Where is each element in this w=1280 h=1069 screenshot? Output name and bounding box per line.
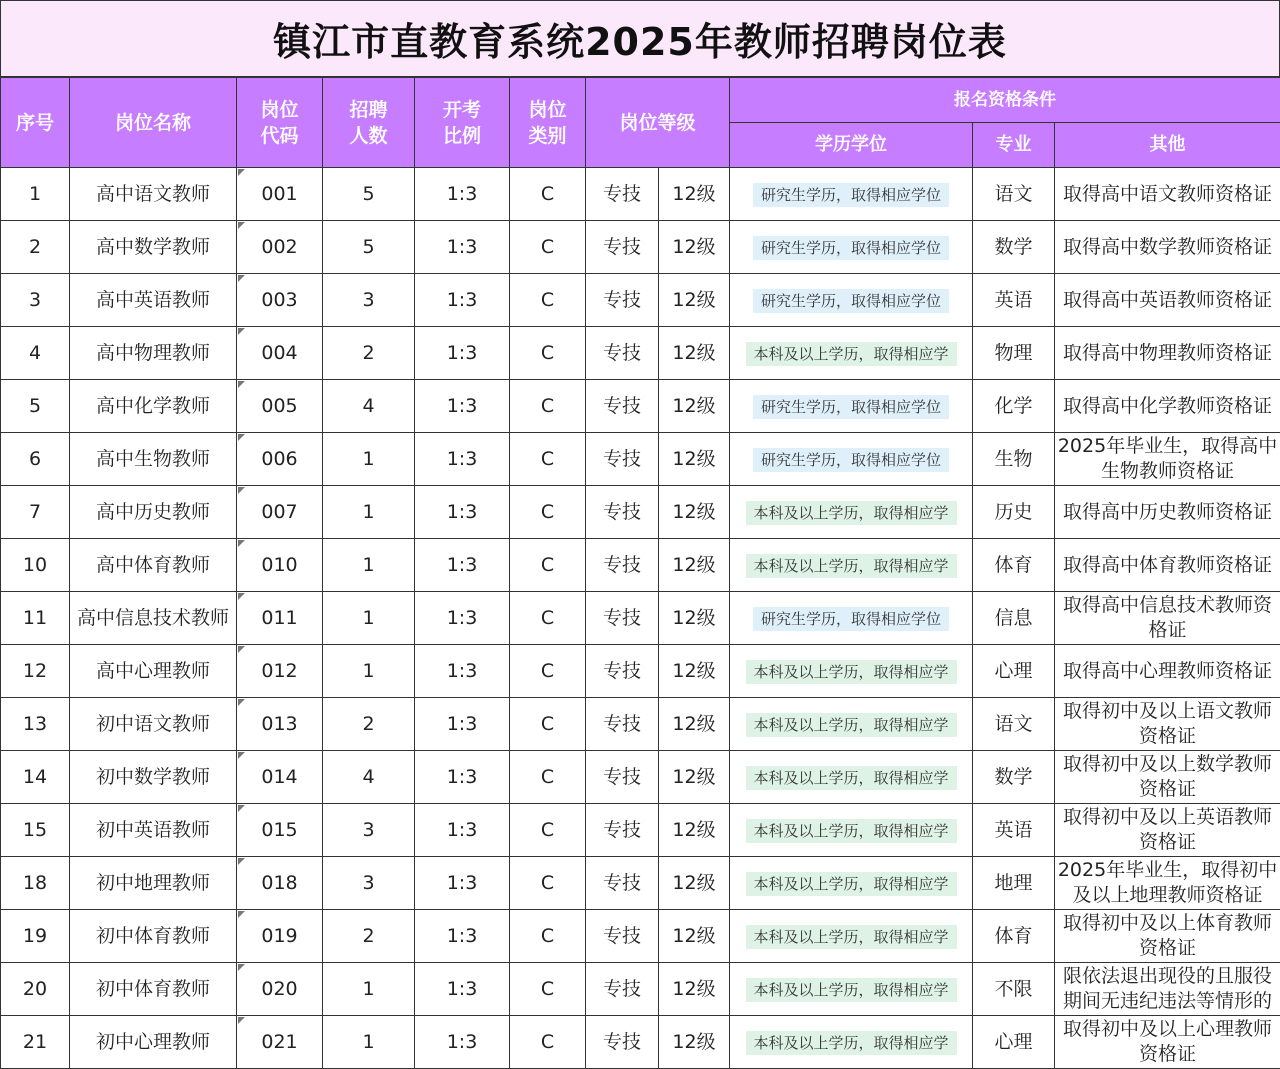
- cell-level-type: 专技: [586, 592, 659, 645]
- comment-marker-icon: [238, 964, 245, 971]
- cell-education: [730, 857, 973, 910]
- cell-ratio: 1:3: [415, 486, 510, 539]
- cell-position-name: 初中体育教师: [70, 910, 237, 963]
- cell-ratio: 1:3: [415, 327, 510, 380]
- cell-category: C: [510, 804, 586, 857]
- cell-position-name: 初中语文教师: [70, 698, 237, 751]
- cell-major: 地理: [973, 857, 1055, 910]
- cell-education: [730, 910, 973, 963]
- comment-marker-icon: [238, 752, 245, 759]
- header-other: 其他: [1055, 123, 1280, 168]
- cell-major: 心理: [973, 645, 1055, 698]
- table-row: [1, 645, 1280, 698]
- comment-marker-icon: [238, 222, 245, 229]
- comment-marker-icon: [238, 646, 245, 653]
- cell-major: 体育: [973, 539, 1055, 592]
- cell-level: 12级: [659, 804, 730, 857]
- education-tag: 本科及以上学历，取得相应学: [746, 872, 957, 896]
- cell-position-code: 006: [237, 433, 323, 486]
- positions-table: [0, 77, 1280, 1069]
- cell-position-code: 004: [237, 327, 323, 380]
- cell-other: 取得高中化学教师资格证: [1055, 380, 1280, 433]
- cell-category: C: [510, 539, 586, 592]
- cell-count: 4: [323, 751, 415, 804]
- education-tag: 研究生学历，取得相应学位: [753, 607, 949, 631]
- cell-category: C: [510, 910, 586, 963]
- cell-category: C: [510, 963, 586, 1016]
- cell-position-name: 高中数学教师: [70, 221, 237, 274]
- cell-position-name: 初中英语教师: [70, 804, 237, 857]
- cell-level-type: 专技: [586, 751, 659, 804]
- education-tag: 本科及以上学历，取得相应学: [746, 978, 957, 1002]
- cell-other: 取得初中及以上英语教师资格证: [1055, 804, 1280, 857]
- cell-seq: 21: [1, 1016, 70, 1069]
- cell-seq: 3: [1, 274, 70, 327]
- header-code: 岗位 代码: [237, 78, 323, 168]
- cell-position-code: 003: [237, 274, 323, 327]
- cell-level: 12级: [659, 963, 730, 1016]
- cell-other: 取得高中体育教师资格证: [1055, 539, 1280, 592]
- cell-category: C: [510, 1016, 586, 1069]
- education-tag: 研究生学历，取得相应学位: [753, 395, 949, 419]
- comment-marker-icon: [238, 328, 245, 335]
- cell-category: C: [510, 221, 586, 274]
- cell-position-code: 014: [237, 751, 323, 804]
- cell-level-type: 专技: [586, 221, 659, 274]
- cell-count: 3: [323, 274, 415, 327]
- table-row: [1, 804, 1280, 857]
- header-count: 招聘 人数: [323, 78, 415, 168]
- cell-major: 心理: [973, 1016, 1055, 1069]
- header-education: 学历学位: [730, 123, 973, 168]
- cell-level-type: 专技: [586, 168, 659, 221]
- cell-ratio: 1:3: [415, 539, 510, 592]
- cell-education: [730, 539, 973, 592]
- cell-ratio: 1:3: [415, 804, 510, 857]
- cell-other: 取得初中及以上心理教师资格证: [1055, 1016, 1280, 1069]
- cell-ratio: 1:3: [415, 857, 510, 910]
- cell-other: 取得高中数学教师资格证: [1055, 221, 1280, 274]
- cell-position-name: 初中数学教师: [70, 751, 237, 804]
- cell-ratio: 1:3: [415, 433, 510, 486]
- cell-education: [730, 804, 973, 857]
- cell-level: 12级: [659, 645, 730, 698]
- cell-level-type: 专技: [586, 1016, 659, 1069]
- table-row: [1, 857, 1280, 910]
- cell-position-name: 高中物理教师: [70, 327, 237, 380]
- table-row: [1, 433, 1280, 486]
- cell-position-code: 002: [237, 221, 323, 274]
- cell-level: 12级: [659, 327, 730, 380]
- comment-marker-icon: [238, 1017, 245, 1024]
- cell-category: C: [510, 327, 586, 380]
- cell-level-type: 专技: [586, 698, 659, 751]
- cell-level: 12级: [659, 592, 730, 645]
- cell-count: 5: [323, 168, 415, 221]
- cell-category: C: [510, 857, 586, 910]
- cell-seq: 10: [1, 539, 70, 592]
- cell-level: 12级: [659, 539, 730, 592]
- cell-count: 1: [323, 433, 415, 486]
- cell-category: C: [510, 751, 586, 804]
- cell-education: [730, 698, 973, 751]
- table-row: [1, 698, 1280, 751]
- cell-ratio: 1:3: [415, 751, 510, 804]
- cell-count: 1: [323, 963, 415, 1016]
- table-row: [1, 274, 1280, 327]
- cell-ratio: 1:3: [415, 380, 510, 433]
- comment-marker-icon: [238, 540, 245, 547]
- education-tag: 研究生学历，取得相应学位: [753, 236, 949, 260]
- cell-level: 12级: [659, 698, 730, 751]
- cell-ratio: 1:3: [415, 645, 510, 698]
- cell-level-type: 专技: [586, 645, 659, 698]
- cell-count: 1: [323, 539, 415, 592]
- cell-education: [730, 963, 973, 1016]
- cell-level-type: 专技: [586, 327, 659, 380]
- cell-seq: 5: [1, 380, 70, 433]
- cell-seq: 1: [1, 168, 70, 221]
- cell-ratio: 1:3: [415, 221, 510, 274]
- cell-position-code: 010: [237, 539, 323, 592]
- table-body: [1, 168, 1280, 1069]
- cell-level-type: 专技: [586, 380, 659, 433]
- cell-level-type: 专技: [586, 963, 659, 1016]
- cell-seq: 11: [1, 592, 70, 645]
- table-row: [1, 1016, 1280, 1069]
- table-row: [1, 963, 1280, 1016]
- cell-position-code: 015: [237, 804, 323, 857]
- cell-level: 12级: [659, 433, 730, 486]
- cell-education: [730, 751, 973, 804]
- education-tag: 研究生学历，取得相应学位: [753, 448, 949, 472]
- cell-ratio: 1:3: [415, 698, 510, 751]
- cell-position-code: 019: [237, 910, 323, 963]
- cell-seq: 13: [1, 698, 70, 751]
- cell-level: 12级: [659, 857, 730, 910]
- cell-position-name: 初中地理教师: [70, 857, 237, 910]
- table-row: [1, 221, 1280, 274]
- cell-position-name: 初中心理教师: [70, 1016, 237, 1069]
- cell-category: C: [510, 380, 586, 433]
- cell-ratio: 1:3: [415, 1016, 510, 1069]
- table-row: [1, 486, 1280, 539]
- cell-category: C: [510, 168, 586, 221]
- cell-education: [730, 380, 973, 433]
- table-header: [1, 78, 1280, 168]
- cell-position-code: 012: [237, 645, 323, 698]
- cell-count: 3: [323, 804, 415, 857]
- cell-level-type: 专技: [586, 486, 659, 539]
- cell-position-name: 高中体育教师: [70, 539, 237, 592]
- cell-major: 语文: [973, 168, 1055, 221]
- comment-marker-icon: [238, 487, 245, 494]
- cell-position-code: 005: [237, 380, 323, 433]
- cell-ratio: 1:3: [415, 168, 510, 221]
- cell-other: 取得高中历史教师资格证: [1055, 486, 1280, 539]
- cell-major: 信息: [973, 592, 1055, 645]
- cell-seq: 20: [1, 963, 70, 1016]
- cell-count: 2: [323, 698, 415, 751]
- cell-other: 2025年毕业生，取得高中生物教师资格证: [1055, 433, 1280, 486]
- cell-other: 取得初中及以上语文教师资格证: [1055, 698, 1280, 751]
- table-row: [1, 910, 1280, 963]
- cell-level-type: 专技: [586, 539, 659, 592]
- education-tag: 本科及以上学历，取得相应学: [746, 713, 957, 737]
- table-row: [1, 539, 1280, 592]
- cell-position-code: 007: [237, 486, 323, 539]
- cell-seq: 14: [1, 751, 70, 804]
- cell-count: 4: [323, 380, 415, 433]
- cell-major: 历史: [973, 486, 1055, 539]
- cell-position-code: 013: [237, 698, 323, 751]
- cell-category: C: [510, 592, 586, 645]
- cell-count: 3: [323, 857, 415, 910]
- cell-level-type: 专技: [586, 804, 659, 857]
- cell-education: [730, 1016, 973, 1069]
- cell-seq: 4: [1, 327, 70, 380]
- cell-other: 取得高中语文教师资格证: [1055, 168, 1280, 221]
- comment-marker-icon: [238, 434, 245, 441]
- education-tag: 本科及以上学历，取得相应学: [746, 501, 957, 525]
- cell-position-name: 高中历史教师: [70, 486, 237, 539]
- cell-count: 1: [323, 592, 415, 645]
- comment-marker-icon: [238, 381, 245, 388]
- education-tag: 本科及以上学历，取得相应学: [746, 342, 957, 366]
- cell-count: 5: [323, 221, 415, 274]
- cell-education: [730, 486, 973, 539]
- header-ratio: 开考 比例: [415, 78, 510, 168]
- cell-education: [730, 274, 973, 327]
- cell-seq: 18: [1, 857, 70, 910]
- cell-level: 12级: [659, 168, 730, 221]
- cell-position-code: 018: [237, 857, 323, 910]
- cell-ratio: 1:3: [415, 963, 510, 1016]
- cell-position-name: 高中语文教师: [70, 168, 237, 221]
- cell-level-type: 专技: [586, 274, 659, 327]
- cell-other: 取得初中及以上体育教师资格证: [1055, 910, 1280, 963]
- cell-position-code: 011: [237, 592, 323, 645]
- education-tag: 本科及以上学历，取得相应学: [746, 925, 957, 949]
- cell-education: [730, 221, 973, 274]
- cell-seq: 12: [1, 645, 70, 698]
- header-category: 岗位 类别: [510, 78, 586, 168]
- education-tag: 本科及以上学历，取得相应学: [746, 660, 957, 684]
- cell-other: 取得高中物理教师资格证: [1055, 327, 1280, 380]
- cell-ratio: 1:3: [415, 592, 510, 645]
- cell-position-name: 高中信息技术教师: [70, 592, 237, 645]
- cell-other: 取得初中及以上数学教师资格证: [1055, 751, 1280, 804]
- comment-marker-icon: [238, 275, 245, 282]
- cell-category: C: [510, 645, 586, 698]
- cell-ratio: 1:3: [415, 910, 510, 963]
- sheet-title: 镇江市直教育系统2025年教师招聘岗位表: [0, 0, 1280, 77]
- cell-major: 生物: [973, 433, 1055, 486]
- comment-marker-icon: [238, 169, 245, 176]
- cell-education: [730, 168, 973, 221]
- cell-level-type: 专技: [586, 910, 659, 963]
- comment-marker-icon: [238, 858, 245, 865]
- cell-level-type: 专技: [586, 857, 659, 910]
- cell-count: 1: [323, 645, 415, 698]
- comment-marker-icon: [238, 805, 245, 812]
- header-major: 专业: [973, 123, 1055, 168]
- cell-level: 12级: [659, 910, 730, 963]
- cell-count: 1: [323, 1016, 415, 1069]
- cell-position-name: 高中化学教师: [70, 380, 237, 433]
- cell-count: 2: [323, 910, 415, 963]
- header-qualification-group: 报名资格条件: [730, 78, 1280, 123]
- cell-seq: 19: [1, 910, 70, 963]
- cell-level: 12级: [659, 1016, 730, 1069]
- header-level: 岗位等级: [586, 78, 730, 168]
- table-row: [1, 327, 1280, 380]
- cell-position-code: 001: [237, 168, 323, 221]
- cell-major: 语文: [973, 698, 1055, 751]
- education-tag: 本科及以上学历，取得相应学: [746, 819, 957, 843]
- cell-major: 英语: [973, 274, 1055, 327]
- cell-category: C: [510, 486, 586, 539]
- cell-ratio: 1:3: [415, 274, 510, 327]
- cell-position-name: 高中生物教师: [70, 433, 237, 486]
- cell-level: 12级: [659, 751, 730, 804]
- education-tag: 研究生学历，取得相应学位: [753, 183, 949, 207]
- cell-education: [730, 327, 973, 380]
- cell-major: 体育: [973, 910, 1055, 963]
- cell-other: 取得高中心理教师资格证: [1055, 645, 1280, 698]
- education-tag: 研究生学历，取得相应学位: [753, 289, 949, 313]
- comment-marker-icon: [238, 911, 245, 918]
- education-tag: 本科及以上学历，取得相应学: [746, 554, 957, 578]
- cell-major: 英语: [973, 804, 1055, 857]
- cell-other: 取得高中信息技术教师资格证: [1055, 592, 1280, 645]
- cell-level: 12级: [659, 486, 730, 539]
- header-seq: 序号: [1, 78, 70, 168]
- cell-major: 数学: [973, 221, 1055, 274]
- table-row: [1, 168, 1280, 221]
- cell-count: 2: [323, 327, 415, 380]
- header-name: 岗位名称: [70, 78, 237, 168]
- cell-position-code: 020: [237, 963, 323, 1016]
- cell-education: [730, 645, 973, 698]
- cell-other: 取得高中英语教师资格证: [1055, 274, 1280, 327]
- cell-position-name: 高中心理教师: [70, 645, 237, 698]
- cell-category: C: [510, 698, 586, 751]
- cell-position-code: 021: [237, 1016, 323, 1069]
- cell-education: [730, 433, 973, 486]
- cell-other: 2025年毕业生，取得初中及以上地理教师资格证: [1055, 857, 1280, 910]
- cell-category: C: [510, 433, 586, 486]
- cell-position-name: 高中英语教师: [70, 274, 237, 327]
- cell-level: 12级: [659, 380, 730, 433]
- cell-major: 数学: [973, 751, 1055, 804]
- cell-major: 不限: [973, 963, 1055, 1016]
- cell-count: 1: [323, 486, 415, 539]
- cell-major: 物理: [973, 327, 1055, 380]
- cell-seq: 2: [1, 221, 70, 274]
- cell-seq: 7: [1, 486, 70, 539]
- comment-marker-icon: [238, 699, 245, 706]
- cell-level-type: 专技: [586, 433, 659, 486]
- table-row: [1, 592, 1280, 645]
- table-row: [1, 751, 1280, 804]
- cell-level: 12级: [659, 221, 730, 274]
- cell-major: 化学: [973, 380, 1055, 433]
- education-tag: 本科及以上学历，取得相应学: [746, 1031, 957, 1055]
- cell-other: 限依法退出现役的且服役期间无违纪违法等情形的: [1055, 963, 1280, 1016]
- cell-education: [730, 592, 973, 645]
- comment-marker-icon: [238, 593, 245, 600]
- cell-category: C: [510, 274, 586, 327]
- cell-seq: 15: [1, 804, 70, 857]
- cell-level: 12级: [659, 274, 730, 327]
- cell-position-name: 初中体育教师: [70, 963, 237, 1016]
- cell-seq: 6: [1, 433, 70, 486]
- table-row: [1, 380, 1280, 433]
- education-tag: 本科及以上学历，取得相应学: [746, 766, 957, 790]
